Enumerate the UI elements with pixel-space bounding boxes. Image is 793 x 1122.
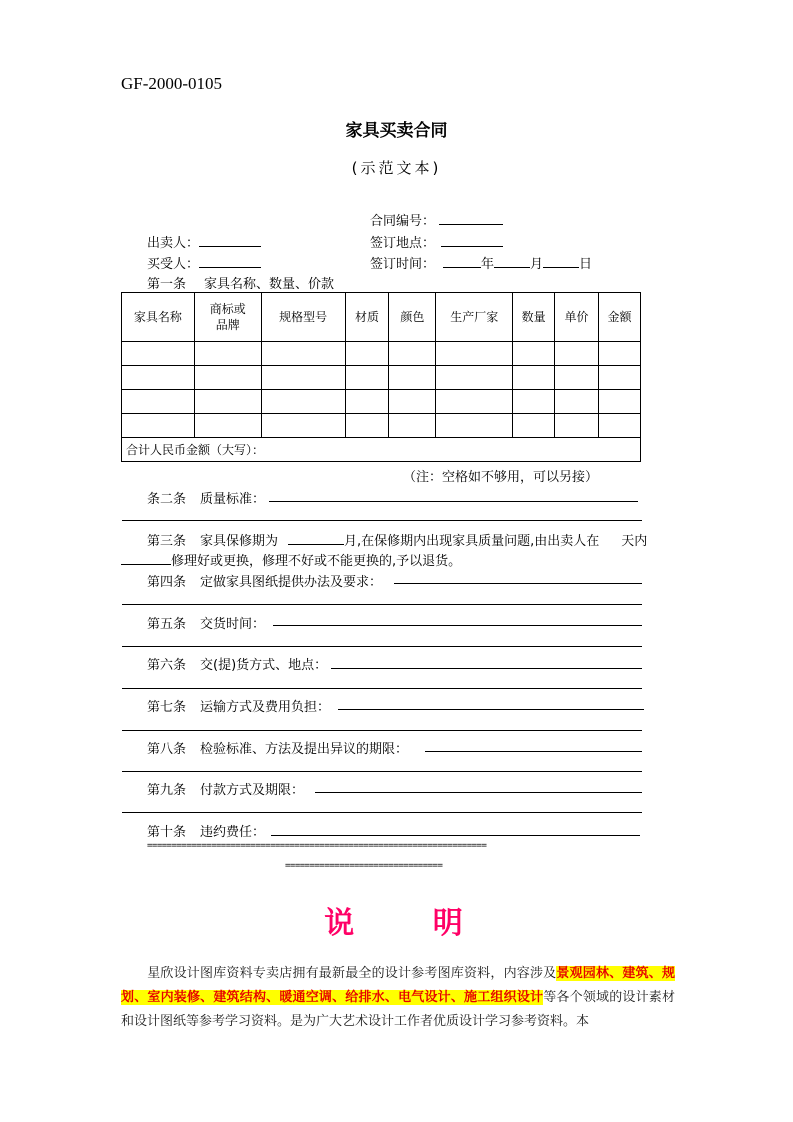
table-cell[interactable] <box>122 390 195 414</box>
day-blank[interactable] <box>543 254 579 268</box>
article-6-blank-2[interactable] <box>122 688 642 689</box>
table-cell[interactable] <box>122 414 195 438</box>
article-1-label: 第一条 <box>147 277 187 292</box>
table-row <box>122 366 641 390</box>
article-1-text: 家具名称、数量、价款 <box>204 277 335 292</box>
article-3-label: 第三条 <box>147 534 187 549</box>
table-cell[interactable] <box>513 414 555 438</box>
year-label: 年 <box>481 257 495 272</box>
article-2-text: 质量标准： <box>200 492 266 507</box>
article-9 <box>147 779 304 798</box>
sign-place-blank[interactable] <box>441 233 503 247</box>
table-cell[interactable] <box>555 390 599 414</box>
article-8-label: 第八条 <box>147 742 187 757</box>
col-header-maker: 生产厂家 <box>436 293 513 342</box>
article-5-blank-2[interactable] <box>122 646 642 647</box>
table-cell[interactable] <box>389 342 436 366</box>
explanation-text-end: 等各个领域的设计素材和设计图纸等参考学习资料。是为广大艺术设计工作者优质设计学习参考资料。本 <box>121 990 675 1029</box>
article-9-label: 第九条 <box>147 783 187 798</box>
article-9-blank-1[interactable] <box>315 792 642 793</box>
article-5-label: 第五条 <box>147 617 187 632</box>
article-4-blank-1[interactable] <box>394 583 642 584</box>
table-row <box>122 414 641 438</box>
article-8-blank-1[interactable] <box>425 751 642 752</box>
sign-time-row <box>370 253 592 272</box>
buyer-row <box>147 253 261 272</box>
col-header-amount: 金额 <box>599 293 641 342</box>
table-header-row <box>122 293 641 342</box>
col-header-qty: 数量 <box>513 293 555 342</box>
col-header-price: 单价 <box>555 293 599 342</box>
page-subtitle: (示范文本) <box>351 159 442 177</box>
article-6-label: 第六条 <box>147 658 187 673</box>
table-cell[interactable] <box>345 414 389 438</box>
table-cell[interactable] <box>436 390 513 414</box>
col-header-brand <box>194 293 261 342</box>
table-cell[interactable] <box>389 414 436 438</box>
col-header-material: 材质 <box>345 293 389 342</box>
col-header-color: 颜色 <box>389 293 436 342</box>
year-blank[interactable] <box>443 254 481 268</box>
table-cell[interactable] <box>261 366 345 390</box>
table-cell[interactable] <box>599 342 641 366</box>
article-8 <box>147 738 408 757</box>
article-7 <box>147 696 330 715</box>
table-cell[interactable] <box>599 414 641 438</box>
article-4-label: 第四条 <box>147 575 187 590</box>
contract-code: GF-2000-0105 <box>121 74 223 93</box>
col-header-brand-line2: 品牌 <box>215 318 240 332</box>
buyer-blank[interactable] <box>199 254 261 268</box>
table-cell[interactable] <box>555 342 599 366</box>
goods-table <box>121 292 641 462</box>
table-cell[interactable] <box>599 390 641 414</box>
table-cell[interactable] <box>513 342 555 366</box>
article-6-text: 交(提)货方式、地点： <box>200 658 328 673</box>
article-5-blank-1[interactable] <box>273 625 642 626</box>
table-total-row <box>122 438 641 462</box>
buyer-label: 买受人： <box>147 257 200 272</box>
sign-time-label: 签订时间： <box>370 257 436 272</box>
table-cell[interactable] <box>194 342 261 366</box>
article-3-part3: 天内 <box>621 534 648 549</box>
month-blank[interactable] <box>494 254 530 268</box>
article-4 <box>147 571 382 590</box>
col-header-name: 家具名称 <box>122 293 195 342</box>
table-cell[interactable] <box>345 366 389 390</box>
article-9-blank-2[interactable] <box>122 812 642 813</box>
article-2-blank-1[interactable] <box>269 501 638 502</box>
article-6-blank-1[interactable] <box>331 668 642 669</box>
explanation-paragraph <box>121 962 675 1034</box>
article-8-blank-2[interactable] <box>122 771 642 772</box>
table-cell[interactable] <box>261 414 345 438</box>
explanation-highlight: 景观园林、建筑、规划、室内装修、建筑结构、暖通空调、给排水、电气设计、施工组织设计 <box>121 966 675 1005</box>
article-5 <box>147 613 265 632</box>
seller-label: 出卖人： <box>147 236 200 251</box>
table-cell[interactable] <box>599 366 641 390</box>
sign-place-row <box>370 232 503 251</box>
article-5-text: 交货时间： <box>200 617 266 632</box>
article-3-part1: 家具保修期为 <box>200 534 279 549</box>
table-note: （注：空格如不够用，可以另接） <box>403 470 599 485</box>
article-8-text: 检验标准、方法及提出异议的期限： <box>200 742 409 757</box>
separator-line-1: ===================================================================== <box>147 841 487 851</box>
table-cell[interactable] <box>345 342 389 366</box>
article-3 <box>147 530 647 549</box>
article-2 <box>147 488 265 507</box>
table-row <box>122 390 641 414</box>
table-cell[interactable] <box>389 390 436 414</box>
table-cell[interactable] <box>194 390 261 414</box>
col-header-spec: 规格型号 <box>261 293 345 342</box>
table-cell[interactable] <box>194 366 261 390</box>
article-7-blank-1[interactable] <box>338 709 644 710</box>
separator-line-2: ================================ <box>285 861 443 871</box>
table-cell[interactable] <box>436 342 513 366</box>
col-header-brand-line1: 商标或 <box>209 302 246 316</box>
table-cell[interactable] <box>389 366 436 390</box>
warranty-months-blank[interactable] <box>288 531 344 545</box>
article-7-text: 运输方式及费用负担： <box>200 700 331 715</box>
contract-no-label: 合同编号： <box>370 214 436 229</box>
page-title: 家具买卖合同 <box>345 121 448 141</box>
article-6 <box>147 654 327 673</box>
table-row <box>122 342 641 366</box>
article-10-label: 第十条 <box>147 825 187 840</box>
table-cell[interactable] <box>513 390 555 414</box>
article-7-blank-2[interactable] <box>122 730 642 731</box>
table-cell[interactable] <box>436 366 513 390</box>
table-cell[interactable] <box>436 414 513 438</box>
table-cell[interactable] <box>122 366 195 390</box>
repair-days-blank[interactable] <box>121 551 171 565</box>
article-4-text: 定做家具图纸提供办法及要求： <box>200 575 383 590</box>
table-cell[interactable] <box>555 414 599 438</box>
article-2-label: 条二条 <box>147 492 187 507</box>
table-cell[interactable] <box>194 414 261 438</box>
seller-row <box>147 232 261 251</box>
table-cell[interactable] <box>122 342 195 366</box>
seller-blank[interactable] <box>199 233 261 247</box>
table-cell[interactable] <box>345 390 389 414</box>
article-4-blank-2[interactable] <box>122 604 642 605</box>
article-10 <box>147 821 265 840</box>
table-cell[interactable] <box>261 390 345 414</box>
article-10-text: 违约费任： <box>200 825 266 840</box>
table-cell[interactable] <box>261 342 345 366</box>
article-2-blank-2[interactable] <box>122 520 642 521</box>
article-10-blank-1[interactable] <box>271 835 640 836</box>
article-3-line2 <box>121 550 461 569</box>
article-3-part4: 修理好或更换，修理不好或不能更换的,予以退货。 <box>171 554 462 569</box>
article-7-label: 第七条 <box>147 700 187 715</box>
article-3-part2: 月,在保修期内出现家具质量问题,由出卖人在 <box>344 534 600 549</box>
contract-no-row <box>370 210 503 229</box>
contract-no-blank[interactable] <box>439 211 503 225</box>
table-cell[interactable] <box>555 366 599 390</box>
table-total-label[interactable]: 合计人民币金额（大写）： <box>122 438 641 462</box>
sign-place-label: 签订地点： <box>370 236 436 251</box>
explanation-heading: 说 明 <box>324 906 497 941</box>
day-label: 日 <box>579 257 593 272</box>
article-1 <box>147 273 334 292</box>
month-label: 月 <box>530 257 544 272</box>
explanation-text-start: 星欣设计图库资料专卖店拥有最新最全的设计参考图库资料，内容涉及 <box>147 966 557 981</box>
article-9-text: 付款方式及期限： <box>200 783 305 798</box>
table-cell[interactable] <box>513 366 555 390</box>
